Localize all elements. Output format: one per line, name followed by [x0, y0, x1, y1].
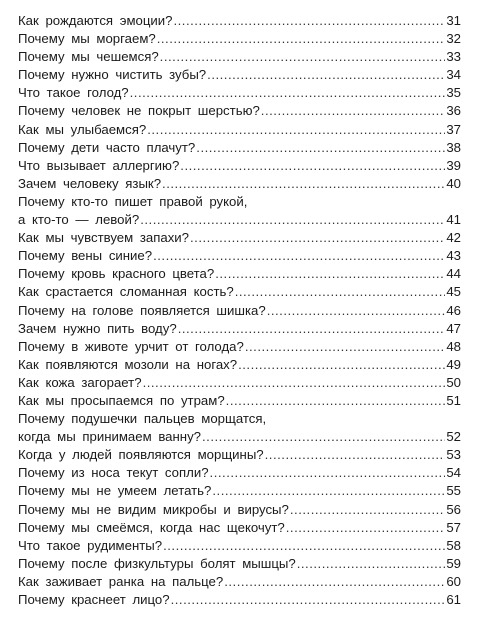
toc-entry[interactable] — [18, 501, 461, 519]
dot-leader — [210, 464, 446, 482]
toc-page-number: 42 — [446, 230, 461, 246]
dot-leader — [238, 356, 445, 374]
dot-leader — [196, 139, 445, 157]
dot-leader — [224, 573, 445, 591]
dot-leader — [267, 302, 446, 320]
dot-leader — [178, 320, 446, 338]
toc-entry[interactable] — [18, 229, 461, 247]
dot-leader — [290, 501, 445, 519]
dot-leader — [143, 374, 446, 392]
toc-entry[interactable] — [18, 12, 461, 30]
toc-entry[interactable] — [18, 320, 461, 338]
toc-entry-title: Почему мы не видим микробы и вирусы? — [18, 501, 289, 517]
toc-entry[interactable] — [18, 48, 461, 66]
dot-leader — [130, 84, 446, 102]
dot-leader — [160, 48, 446, 66]
toc-entry[interactable] — [18, 338, 461, 356]
toc-entry[interactable] — [18, 374, 461, 392]
toc-entry-title: Почему в животе урчит от голода? — [18, 338, 244, 354]
toc-page-number: 59 — [446, 555, 461, 571]
toc-entry[interactable] — [18, 84, 461, 102]
toc-entry-title: Что такое голод? — [18, 85, 129, 101]
toc-entry[interactable] — [18, 537, 461, 555]
toc-entry-title: Как мы чувствуем запахи? — [18, 230, 189, 246]
toc-entry-title: Почему на голове появляется шишка? — [18, 302, 266, 318]
dot-leader — [245, 338, 445, 356]
toc-page-number: 49 — [446, 356, 461, 372]
toc-entry-title: Что такое рудименты? — [18, 537, 163, 553]
dot-leader — [163, 537, 445, 555]
toc-entry-title: Почему мы моргаем? — [18, 31, 156, 47]
toc-page-number: 55 — [446, 483, 461, 499]
toc-entry-title: Как рождаются эмоции? — [18, 13, 173, 28]
dot-leader — [235, 283, 446, 301]
toc-entry-title: Как заживает ранка на пальце? — [18, 573, 224, 589]
toc-entry-title: Почему человек не покрыт шерстью? — [18, 103, 260, 119]
toc-page-number: 36 — [446, 103, 461, 119]
toc-entry[interactable] — [18, 175, 461, 193]
toc-page-number: 57 — [446, 519, 461, 535]
toc-entry[interactable] — [18, 446, 461, 464]
toc-page-number: 33 — [446, 49, 461, 65]
toc-entry[interactable] — [18, 573, 461, 591]
toc-entry[interactable] — [18, 519, 461, 537]
toc-page-number: 39 — [446, 157, 461, 173]
toc-entry[interactable] — [18, 482, 461, 500]
toc-entry-title: Что вызывает аллергию? — [18, 157, 180, 173]
toc-entry-title: Почему из носа текут сопли? — [18, 465, 209, 481]
toc-page-number: 47 — [446, 320, 461, 336]
toc-entry[interactable] — [18, 265, 461, 283]
toc-entry-title-line: Почему кто-то пишет правой рукой, — [18, 193, 248, 209]
toc-page-number: 51 — [446, 392, 461, 408]
toc-entry[interactable] — [18, 555, 461, 573]
toc-page-number: 35 — [446, 85, 461, 101]
toc-entry-title: Почему дети часто плачут? — [18, 139, 196, 155]
toc-page-number: 52 — [446, 429, 461, 445]
dot-leader — [207, 66, 445, 84]
dot-leader — [147, 121, 445, 139]
dot-leader — [153, 247, 445, 265]
toc-entry[interactable] — [18, 102, 461, 120]
toc-page-number: 43 — [446, 248, 461, 264]
toc-entry-title: Почему мы смеёмся, когда нас щекочут? — [18, 519, 285, 535]
toc-entry-title: Как мы просыпаемся по утрам? — [18, 392, 225, 408]
dot-leader — [265, 446, 446, 464]
toc-entry-title: когда мы принимаем ванну? — [18, 429, 202, 445]
toc-entry-title: Когда у людей появляются морщины? — [18, 447, 264, 463]
toc-page-number: 41 — [446, 212, 461, 228]
toc-entry[interactable] — [18, 193, 461, 229]
dot-leader — [212, 482, 445, 500]
toc-entry-title: Почему мы чешемся? — [18, 49, 159, 65]
toc-entry-title: Зачем человеку язык? — [18, 175, 162, 191]
toc-entry[interactable] — [18, 302, 461, 320]
toc-page-number: 45 — [446, 284, 461, 300]
toc-entry-title: а кто-то — левой? — [18, 212, 140, 228]
toc-entry-title: Почему краснеет лицо? — [18, 592, 170, 607]
toc-entry[interactable] — [18, 410, 461, 446]
dot-leader — [226, 392, 446, 410]
toc-entry[interactable] — [18, 356, 461, 374]
dot-leader — [180, 157, 445, 175]
toc-entry[interactable] — [18, 139, 461, 157]
dot-leader — [157, 30, 446, 48]
toc-page-number: 54 — [446, 465, 461, 481]
dot-leader — [171, 591, 446, 609]
toc-entry[interactable] — [18, 157, 461, 175]
toc-page-number: 31 — [446, 13, 461, 28]
toc-page-number: 56 — [446, 501, 461, 517]
toc-entry-title: Почему мы не умеем летать? — [18, 483, 212, 499]
dot-leader — [297, 555, 446, 573]
toc-entry[interactable] — [18, 66, 461, 84]
table-of-contents — [18, 12, 461, 609]
toc-entry[interactable] — [18, 464, 461, 482]
dot-leader — [261, 102, 446, 120]
toc-page-number: 46 — [446, 302, 461, 318]
toc-entry-title: Как кожа загорает? — [18, 374, 142, 390]
toc-entry-title-line: Почему подушечки пальцев морщатся, — [18, 411, 267, 427]
toc-page-number: 58 — [446, 537, 461, 553]
toc-page-number: 48 — [446, 338, 461, 354]
toc-page-number: 32 — [446, 31, 461, 47]
toc-entry-title: Как мы улыбаемся? — [18, 121, 147, 137]
toc-page-number: 60 — [446, 573, 461, 589]
toc-page-number: 44 — [446, 266, 461, 282]
dot-leader — [140, 211, 445, 229]
toc-entry-title: Почему кровь красного цвета? — [18, 266, 215, 282]
toc-entry-title: Почему после физкультуры болят мышцы? — [18, 555, 296, 571]
dot-leader — [190, 229, 445, 247]
toc-entry-title: Как срастается сломанная кость? — [18, 284, 234, 300]
toc-page-number: 50 — [446, 374, 461, 390]
toc-entry-title: Как появляются мозоли на ногах? — [18, 356, 238, 372]
toc-page-number: 53 — [446, 447, 461, 463]
toc-entry[interactable] — [18, 30, 461, 48]
toc-entry[interactable] — [18, 392, 461, 410]
dot-leader — [202, 428, 445, 446]
toc-entry-title: Зачем нужно пить воду? — [18, 320, 177, 336]
toc-page-number: 40 — [446, 175, 461, 191]
toc-entry[interactable] — [18, 591, 461, 609]
toc-entry[interactable] — [18, 247, 461, 265]
toc-page-number: 37 — [446, 121, 461, 137]
toc-entry[interactable] — [18, 283, 461, 301]
dot-leader — [215, 265, 445, 283]
toc-entry[interactable] — [18, 121, 461, 139]
dot-leader — [286, 519, 446, 537]
dot-leader — [173, 12, 445, 30]
toc-entry-title: Почему вены синие? — [18, 248, 153, 264]
toc-page-number: 38 — [446, 139, 461, 155]
toc-page-number: 34 — [446, 67, 461, 83]
toc-entry-title: Почему нужно чистить зубы? — [18, 67, 207, 83]
toc-page-number: 61 — [446, 592, 461, 607]
dot-leader — [162, 175, 445, 193]
